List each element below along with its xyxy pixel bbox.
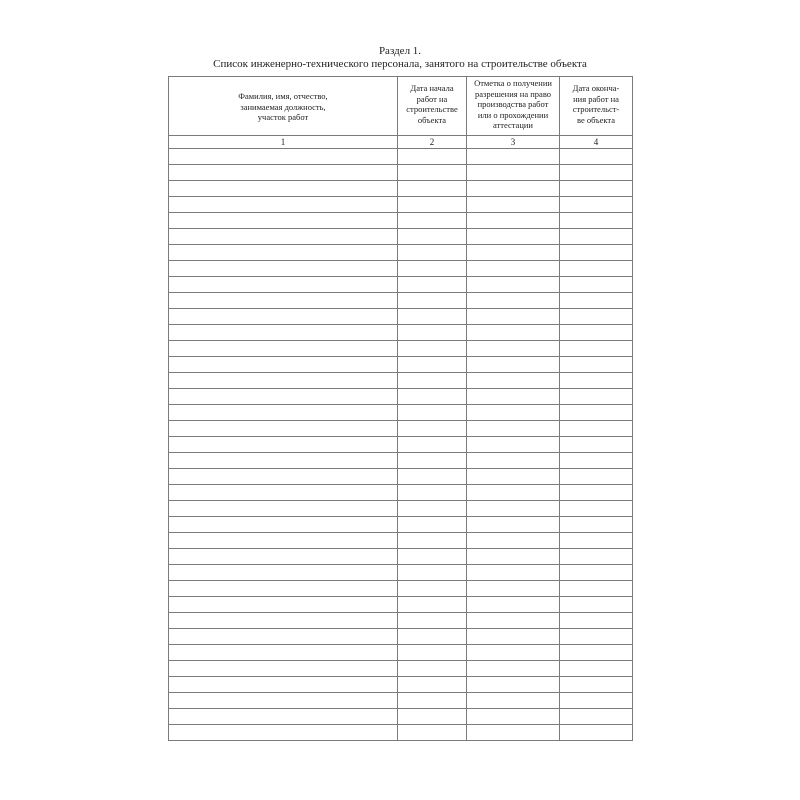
column-header-start-date: Дата начала работ на строительстве объекта bbox=[398, 77, 467, 136]
table-cell bbox=[560, 181, 633, 197]
table-row bbox=[169, 325, 633, 341]
table-row bbox=[169, 245, 633, 261]
table-cell bbox=[398, 149, 467, 165]
table-cell bbox=[169, 405, 398, 421]
table-cell bbox=[560, 501, 633, 517]
table-cell bbox=[467, 533, 560, 549]
table-cell bbox=[169, 565, 398, 581]
table-cell bbox=[560, 693, 633, 709]
table-cell bbox=[169, 277, 398, 293]
table-row bbox=[169, 421, 633, 437]
table-row bbox=[169, 165, 633, 181]
table-cell bbox=[398, 357, 467, 373]
table-cell bbox=[467, 485, 560, 501]
table-cell bbox=[467, 709, 560, 725]
table-row bbox=[169, 549, 633, 565]
table-cell bbox=[467, 453, 560, 469]
table-row bbox=[169, 277, 633, 293]
table-cell bbox=[467, 645, 560, 661]
table-cell bbox=[169, 581, 398, 597]
table-cell bbox=[467, 245, 560, 261]
table-cell bbox=[398, 213, 467, 229]
table-cell bbox=[467, 373, 560, 389]
table-cell bbox=[398, 533, 467, 549]
table-row bbox=[169, 293, 633, 309]
column-number: 1 bbox=[169, 136, 398, 149]
table-cell bbox=[398, 293, 467, 309]
table-cell bbox=[467, 517, 560, 533]
table-cell bbox=[398, 245, 467, 261]
table-row bbox=[169, 181, 633, 197]
table-cell bbox=[560, 229, 633, 245]
table-cell bbox=[398, 229, 467, 245]
table-cell bbox=[560, 325, 633, 341]
table-cell bbox=[467, 213, 560, 229]
table-cell bbox=[560, 613, 633, 629]
table-cell bbox=[169, 437, 398, 453]
table-cell bbox=[398, 693, 467, 709]
table-cell bbox=[467, 597, 560, 613]
table-row bbox=[169, 405, 633, 421]
table-row bbox=[169, 309, 633, 325]
column-header-end-date: Дата оконча- ния работ на строительст- ве объекта bbox=[560, 77, 633, 136]
table-cell bbox=[560, 437, 633, 453]
table-cell bbox=[398, 197, 467, 213]
table-cell bbox=[398, 501, 467, 517]
table-row bbox=[169, 693, 633, 709]
table-cell bbox=[398, 565, 467, 581]
table-row bbox=[169, 261, 633, 277]
table-cell bbox=[169, 485, 398, 501]
table-cell bbox=[560, 549, 633, 565]
table-cell bbox=[467, 357, 560, 373]
table-cell bbox=[467, 389, 560, 405]
table-cell bbox=[560, 389, 633, 405]
table-cell bbox=[398, 389, 467, 405]
table-cell bbox=[169, 261, 398, 277]
table-cell bbox=[169, 677, 398, 693]
table-cell bbox=[169, 357, 398, 373]
table-row bbox=[169, 517, 633, 533]
table-cell bbox=[467, 661, 560, 677]
column-header-permit-mark: Отметка о получении разрешения на право производства работ или о прохождении аттестации bbox=[467, 77, 560, 136]
table-row bbox=[169, 469, 633, 485]
table-cell bbox=[169, 165, 398, 181]
table-row bbox=[169, 389, 633, 405]
table-cell bbox=[169, 229, 398, 245]
table-cell bbox=[560, 629, 633, 645]
table-row bbox=[169, 661, 633, 677]
table-cell bbox=[467, 325, 560, 341]
table-cell bbox=[560, 277, 633, 293]
table-cell bbox=[467, 149, 560, 165]
table-row bbox=[169, 677, 633, 693]
table-row bbox=[169, 453, 633, 469]
table-cell bbox=[467, 277, 560, 293]
table-cell bbox=[398, 725, 467, 741]
column-number: 2 bbox=[398, 136, 467, 149]
table-row bbox=[169, 229, 633, 245]
table-cell bbox=[169, 533, 398, 549]
table-cell bbox=[169, 517, 398, 533]
table-row bbox=[169, 597, 633, 613]
table-cell bbox=[169, 693, 398, 709]
table-row bbox=[169, 197, 633, 213]
table-cell bbox=[560, 245, 633, 261]
table-cell bbox=[467, 229, 560, 245]
column-number-row bbox=[169, 136, 633, 149]
table-cell bbox=[398, 517, 467, 533]
table-cell bbox=[398, 373, 467, 389]
table-row bbox=[169, 341, 633, 357]
table-cell bbox=[398, 597, 467, 613]
table-cell bbox=[560, 565, 633, 581]
table-body bbox=[169, 149, 633, 741]
table-cell bbox=[169, 181, 398, 197]
table-cell bbox=[169, 373, 398, 389]
table-cell bbox=[398, 165, 467, 181]
table-cell bbox=[467, 197, 560, 213]
table-cell bbox=[560, 341, 633, 357]
table-row bbox=[169, 629, 633, 645]
table-cell bbox=[398, 581, 467, 597]
table-cell bbox=[169, 341, 398, 357]
table-cell bbox=[560, 149, 633, 165]
table-cell bbox=[169, 245, 398, 261]
table-cell bbox=[560, 517, 633, 533]
table-row bbox=[169, 565, 633, 581]
table-cell bbox=[169, 149, 398, 165]
table-cell bbox=[398, 629, 467, 645]
table-cell bbox=[560, 485, 633, 501]
table-cell bbox=[169, 309, 398, 325]
table-cell bbox=[398, 661, 467, 677]
table-cell bbox=[560, 581, 633, 597]
table-cell bbox=[560, 709, 633, 725]
table-cell bbox=[560, 293, 633, 309]
table-cell bbox=[560, 453, 633, 469]
table-cell bbox=[169, 421, 398, 437]
table-cell bbox=[560, 373, 633, 389]
form-title: Список инженерно-технического персонала, занятого на строительстве объекта bbox=[213, 58, 587, 70]
table-cell bbox=[398, 341, 467, 357]
table-cell bbox=[467, 581, 560, 597]
table-cell bbox=[560, 677, 633, 693]
table-cell bbox=[169, 613, 398, 629]
table-cell bbox=[398, 261, 467, 277]
table-cell bbox=[467, 261, 560, 277]
table-cell bbox=[398, 309, 467, 325]
table-cell bbox=[169, 549, 398, 565]
table-cell bbox=[467, 677, 560, 693]
table-row bbox=[169, 581, 633, 597]
table-row bbox=[169, 213, 633, 229]
table-cell bbox=[560, 661, 633, 677]
table-row bbox=[169, 613, 633, 629]
table-cell bbox=[398, 677, 467, 693]
table-cell bbox=[169, 661, 398, 677]
table-header-row bbox=[169, 77, 633, 136]
table-cell bbox=[398, 549, 467, 565]
table-cell bbox=[467, 693, 560, 709]
table-cell bbox=[398, 405, 467, 421]
table-cell bbox=[560, 357, 633, 373]
table-row bbox=[169, 501, 633, 517]
table-row bbox=[169, 533, 633, 549]
table-cell bbox=[467, 405, 560, 421]
table-cell bbox=[398, 181, 467, 197]
table-cell bbox=[560, 421, 633, 437]
table-cell bbox=[398, 469, 467, 485]
table-cell bbox=[398, 437, 467, 453]
table-cell bbox=[169, 725, 398, 741]
table-cell bbox=[398, 325, 467, 341]
table-cell bbox=[467, 469, 560, 485]
table-cell bbox=[467, 421, 560, 437]
table-cell bbox=[169, 597, 398, 613]
table-cell bbox=[467, 437, 560, 453]
table-cell bbox=[560, 197, 633, 213]
table-cell bbox=[467, 341, 560, 357]
table-row bbox=[169, 485, 633, 501]
table-cell bbox=[467, 309, 560, 325]
table-cell bbox=[467, 565, 560, 581]
column-number: 3 bbox=[467, 136, 560, 149]
table-cell bbox=[398, 645, 467, 661]
table-cell bbox=[169, 501, 398, 517]
column-header-name-position: Фамилия, имя, отчество, занимаемая должность, участок работ bbox=[169, 77, 398, 136]
section-label: Раздел 1. bbox=[378, 45, 422, 57]
table-cell bbox=[560, 261, 633, 277]
table-cell bbox=[560, 725, 633, 741]
table-cell bbox=[560, 469, 633, 485]
table-cell bbox=[169, 197, 398, 213]
table-cell bbox=[560, 645, 633, 661]
table-cell bbox=[467, 501, 560, 517]
table-cell bbox=[169, 469, 398, 485]
table-cell bbox=[398, 613, 467, 629]
table-cell bbox=[560, 533, 633, 549]
table-row bbox=[169, 357, 633, 373]
table-cell bbox=[169, 645, 398, 661]
table-cell bbox=[169, 389, 398, 405]
personnel-table bbox=[168, 76, 633, 741]
table-cell bbox=[169, 453, 398, 469]
table-cell bbox=[560, 165, 633, 181]
table-row bbox=[169, 437, 633, 453]
table-row bbox=[169, 373, 633, 389]
table-cell bbox=[467, 549, 560, 565]
table-cell bbox=[467, 165, 560, 181]
table-cell bbox=[560, 309, 633, 325]
table-cell bbox=[169, 325, 398, 341]
form-heading bbox=[168, 45, 632, 71]
table-cell bbox=[169, 709, 398, 725]
table-cell bbox=[398, 277, 467, 293]
table-cell bbox=[398, 709, 467, 725]
table-cell bbox=[560, 213, 633, 229]
table-cell bbox=[467, 181, 560, 197]
table-cell bbox=[169, 213, 398, 229]
table-row bbox=[169, 645, 633, 661]
table-cell bbox=[398, 421, 467, 437]
table-cell bbox=[467, 725, 560, 741]
table-row bbox=[169, 725, 633, 741]
table-cell bbox=[169, 629, 398, 645]
table-cell bbox=[467, 629, 560, 645]
table-cell bbox=[169, 293, 398, 309]
table-cell bbox=[398, 485, 467, 501]
table-cell bbox=[467, 293, 560, 309]
table-cell bbox=[467, 613, 560, 629]
table-cell bbox=[560, 597, 633, 613]
table-cell bbox=[560, 405, 633, 421]
column-number: 4 bbox=[560, 136, 633, 149]
table-row bbox=[169, 149, 633, 165]
table-cell bbox=[398, 453, 467, 469]
table-row bbox=[169, 709, 633, 725]
